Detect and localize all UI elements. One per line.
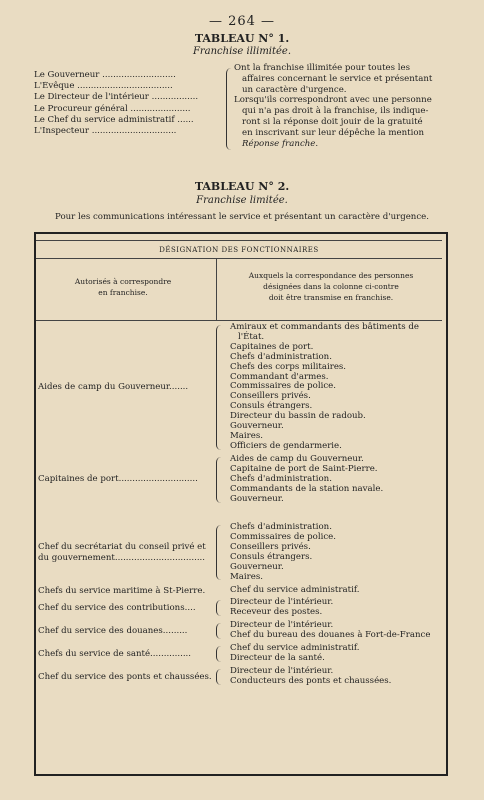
column-header-right — [220, 270, 442, 303]
recipient-item: Conseillers privés. — [230, 391, 311, 402]
official-line: Chefs du service maritime à St-Pierre. — [38, 586, 206, 596]
recipient-item: Amiraux et commandants des bâtiments de — [230, 322, 419, 332]
row-recipients — [230, 586, 359, 596]
official-item: Le Chef du service administratif ...... — [34, 114, 194, 125]
row-recipients — [230, 644, 359, 664]
row-bracket — [216, 325, 221, 450]
official-line: Chef du service des douanes......... — [38, 625, 188, 636]
table-row — [38, 644, 442, 664]
recipient-item: Consuls étrangers. — [230, 551, 313, 562]
official-item: Le Gouverneur ........................... — [34, 70, 176, 80]
column-header-line: désignées dans la colonne ci-contre — [263, 282, 399, 291]
row-authorized-official — [38, 586, 205, 597]
recipient-item: Directeur de l'intérieur. — [230, 597, 334, 607]
official-item: Le Procureur général ...................... — [34, 103, 191, 114]
recipient-item: Commissaires de police. — [230, 381, 336, 392]
row-bracket — [216, 600, 221, 616]
column-header-line: doit être transmise en franchise. — [268, 293, 394, 302]
row-bracket — [216, 623, 221, 639]
table2-rule — [36, 258, 442, 259]
recipient-item: Gouverneur. — [230, 493, 284, 504]
recipient-item: Commandants de la station navale. — [230, 483, 384, 494]
recipient-item: Aides de camp du Gouverneur. — [230, 454, 364, 464]
recipient-item: Directeur de l'intérieur. — [230, 620, 334, 630]
row-recipients — [230, 455, 383, 505]
recipient-item: Chef du service administratif. — [230, 585, 360, 595]
recipient-item: Chef du service administratif. — [230, 643, 360, 653]
table-row — [38, 586, 442, 596]
row-authorized-official — [38, 626, 187, 637]
row-bracket — [216, 525, 221, 580]
official-line: Chef du service des contributions.... — [38, 602, 196, 613]
row-authorized-official — [38, 474, 198, 485]
table-row — [38, 523, 442, 582]
row-recipients — [230, 598, 333, 618]
row-bracket — [216, 646, 221, 662]
rule-line: qui n'a pas droit à la franchise, ils indique- — [242, 106, 429, 117]
column-header-line: Autorisés à correspondre — [74, 277, 172, 286]
official-line: Capitaines de port............................. — [38, 474, 198, 485]
table2-title: TABLEAU N° 2. — [194, 180, 290, 193]
table2-subtitle: Franchise limitée. — [196, 195, 288, 206]
official-item: Le Directeur de l'intérieur ................. — [34, 92, 199, 103]
row-bracket — [216, 457, 221, 503]
table1-brace — [226, 68, 231, 150]
rule-line: Ont la franchise illimitée pour toutes les — [234, 63, 411, 73]
table2-intro: Pour les communications intéressant le service et présentant un caractère d'urgence. — [55, 212, 429, 222]
table1-subtitle: Franchise illimitée. — [192, 46, 292, 57]
table2-column-divider — [216, 258, 217, 320]
rule-line: en inscrivant sur leur dépêche la mention — [242, 127, 425, 138]
row-authorized-official — [38, 672, 212, 683]
recipient-item: Directeur du bassin de radoub. — [230, 411, 366, 422]
table1-officials — [34, 70, 229, 137]
row-recipients — [230, 667, 391, 687]
official-line: Chef du service des ponts et chaussées. — [38, 671, 212, 682]
rule-line: ront si la réponse doit jouir de la gratuité — [242, 116, 423, 127]
official-item: L'Inspecteur ............................... — [34, 126, 177, 137]
official-line: du gouvernement................................. — [38, 552, 206, 563]
table-row — [38, 621, 442, 641]
recipient-item: l'État. — [238, 331, 265, 342]
table2-header: DÉSIGNATION DES FONCTIONNAIRES — [159, 246, 319, 254]
row-authorized-official — [38, 603, 196, 614]
row-bracket — [216, 669, 221, 685]
official-line: Chef du secrétariat du conseil privé et — [38, 542, 206, 553]
table-row — [38, 598, 442, 618]
recipient-item: Chefs d'administration. — [230, 522, 332, 532]
table-row — [38, 455, 442, 505]
recipient-item: Chefs des corps militaires. — [230, 361, 347, 372]
recipient-item: Commissaires de police. — [230, 531, 336, 542]
recipient-item: Conseillers privés. — [230, 541, 311, 552]
recipient-item: Commandant d'armes. — [230, 371, 329, 382]
recipient-item: Capitaine de port de Saint-Pierre. — [230, 463, 378, 474]
recipient-item: Maires. — [230, 571, 264, 582]
rule-line: un caractère d'urgence. — [242, 84, 347, 95]
official-line: Aides de camp du Gouverneur....... — [38, 382, 189, 393]
row-recipients — [230, 323, 419, 452]
recipient-item: Directeur de l'intérieur. — [230, 666, 334, 676]
recipient-item: Consuls étrangers. — [230, 401, 313, 412]
recipient-item: Gouverneur. — [230, 421, 284, 432]
recipient-item: Gouverneur. — [230, 561, 284, 572]
recipient-item: Chefs d'administration. — [230, 351, 332, 362]
table1-title: TABLEAU N° 1. — [194, 32, 290, 45]
row-authorized-official — [38, 382, 188, 393]
row-authorized-official — [38, 649, 191, 660]
column-header-left — [38, 276, 208, 298]
table1-rule-text — [234, 63, 444, 149]
recipient-item: Maires. — [230, 430, 264, 441]
recipient-item: Capitaines de port. — [230, 341, 314, 352]
official-item: L'Évêque ................................... — [34, 81, 173, 92]
table2-rule — [36, 320, 442, 321]
row-recipients — [230, 523, 336, 582]
rule-line: Réponse franche. — [242, 138, 319, 149]
rule-line: affaires concernant le service et présentant — [242, 73, 433, 84]
page-number: — 264 — — [208, 14, 276, 29]
official-line: Chefs du service de santé............... — [38, 648, 192, 659]
recipient-item: Directeur de la santé. — [230, 652, 325, 663]
recipient-item: Conducteurs des ponts et chaussées. — [230, 675, 392, 686]
column-header-line: en franchise. — [98, 288, 148, 297]
recipient-item: Chef du bureau des douanes à Fort-de-France — [230, 629, 431, 640]
table-row — [38, 323, 442, 452]
recipient-item: Receveur des postes. — [230, 606, 323, 617]
recipient-item: Chefs d'administration. — [230, 473, 332, 484]
rule-line: Lorsqu'ils correspondront avec une personne — [234, 95, 432, 106]
table-row — [38, 667, 442, 687]
row-authorized-official — [38, 542, 206, 563]
row-recipients — [230, 621, 430, 641]
column-header-line: Auxquels la correspondance des personnes — [248, 271, 414, 280]
recipient-item: Officiers de gendarmerie. — [230, 440, 342, 451]
table2-rule — [36, 240, 442, 241]
